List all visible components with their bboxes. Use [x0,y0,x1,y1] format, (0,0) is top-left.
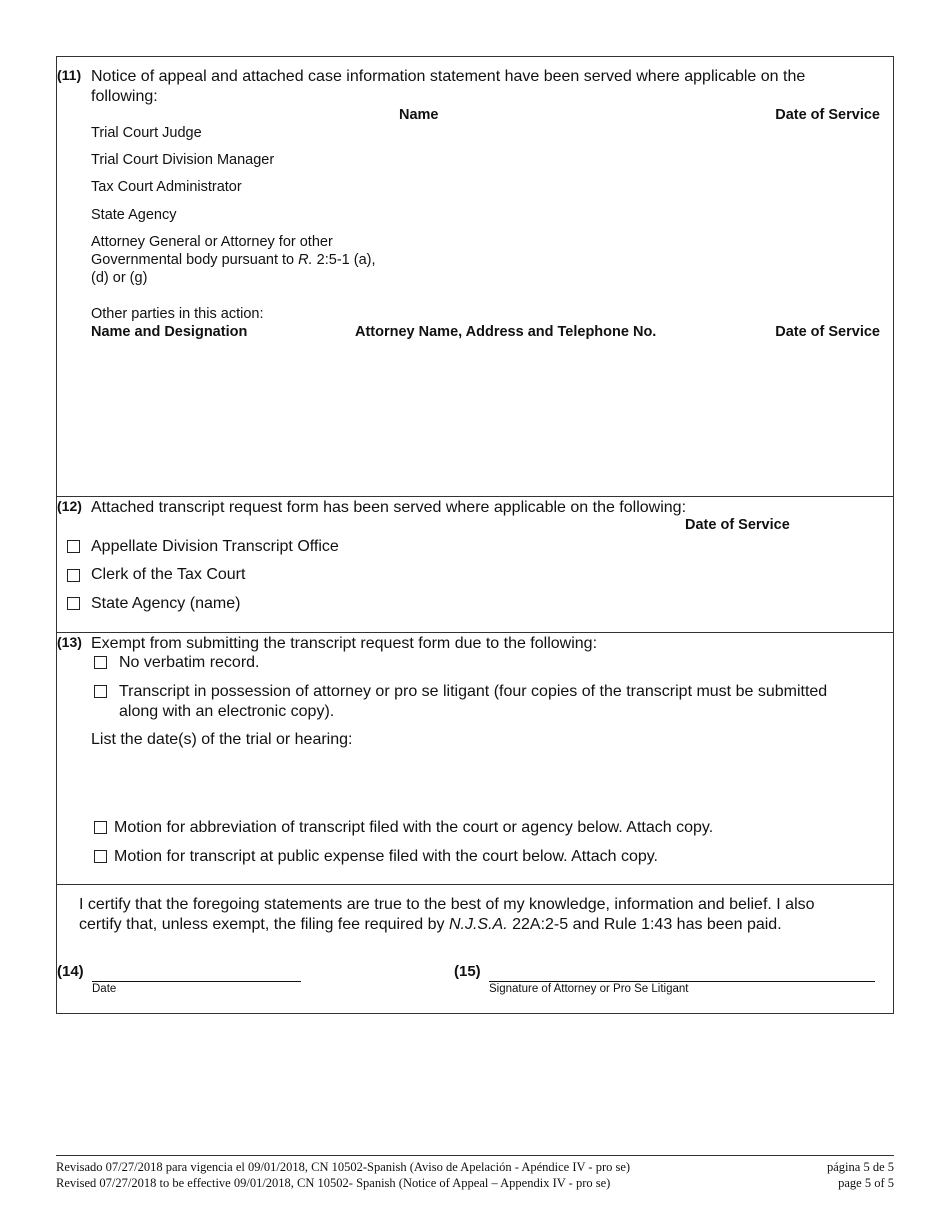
other-parties-label: Other parties in this action: [91,306,264,322]
checkbox-motion-abbreviation[interactable] [94,821,107,834]
footer-rule [56,1155,894,1156]
section-13-number: (13) [57,634,82,650]
col-header-name-designation: Name and Designation [91,324,248,340]
footer-page-english: page 5 of 5 [838,1176,894,1190]
label-transcript-in-possession-line1: Transcript in possession of attorney or pro se litigant (four copies of the transcript must be submitted [119,683,828,700]
section-11-intro-line2: following: [91,88,158,105]
row-attorney-general-line2: Governmental body pursuant to R. 2:5-1 (a), [91,252,376,268]
row-attorney-general-line1: Attorney General or Attorney for other [91,234,333,250]
form-box [56,56,894,1014]
date-label: Date [92,983,117,995]
col-header-name: Name [399,107,439,123]
footer-left-line1: Revisado 07/27/2018 para vigencia el 09/01/2018, CN 10502-Spanish (Aviso de Apelación - Apéndice IV - pro se) [56,1160,631,1174]
divider-13-certification [57,884,893,885]
checkbox-motion-public-expense[interactable] [94,850,107,863]
certification-line1: I certify that the foregoing statements are true to the best of my knowledge, information and belief. I also [79,896,815,913]
checkbox-state-agency-name[interactable] [67,597,80,610]
section-13-intro: Exempt from submitting the transcript request form due to the following: [91,635,598,652]
section-14-number: (14) [57,963,84,980]
label-state-agency-name: State Agency (name) [91,595,241,612]
section-12-col-date-of-service: Date of Service [685,517,790,533]
label-no-verbatim-record: No verbatim record. [119,654,260,671]
row-trial-court-division-manager: Trial Court Division Manager [91,152,275,168]
divider-11-12 [57,496,893,497]
row-attorney-general-line3: (d) or (g) [91,270,148,286]
date-signature-line[interactable] [92,981,301,982]
divider-12-13 [57,632,893,633]
col-header-date-of-service-2: Date of Service [775,324,880,340]
label-clerk-of-tax-court: Clerk of the Tax Court [91,566,246,583]
section-15-number: (15) [454,963,481,980]
section-11-number: (11) [57,67,82,83]
row-trial-court-judge: Trial Court Judge [91,125,202,141]
certification-line2: certify that, unless exempt, the filing fee required by N.J.S.A. 22A:2-5 and Rule 1:43 has been paid. [79,916,782,933]
footer-left-line2: Revised 07/27/2018 to be effective 09/01/2018, CN 10502- Spanish (Notice of Appeal – Appendix IV - pro se) [56,1176,611,1190]
section-12-intro: Attached transcript request form has been served where applicable on the following: [91,499,687,516]
section-12-number: (12) [57,498,82,514]
label-motion-public-expense: Motion for transcript at public expense filed with the court below. Attach copy. [114,848,658,865]
checkbox-appellate-division-transcript-office[interactable] [67,540,80,553]
label-motion-abbreviation: Motion for abbreviation of transcript filed with the court or agency below. Attach copy. [114,819,714,836]
row-tax-court-administrator: Tax Court Administrator [91,179,242,195]
label-appellate-division-transcript-office: Appellate Division Transcript Office [91,538,339,555]
row-state-agency: State Agency [91,207,177,223]
attorney-signature-line[interactable] [489,981,875,982]
list-dates-label: List the date(s) of the trial or hearing: [91,731,353,748]
label-transcript-in-possession-line2: along with an electronic copy). [119,703,335,720]
col-header-date-of-service: Date of Service [775,107,880,123]
footer-page-spanish: página 5 de 5 [827,1160,894,1174]
checkbox-no-verbatim-record[interactable] [94,656,107,669]
signature-label: Signature of Attorney or Pro Se Litigant [489,983,689,995]
section-11-intro-line1: Notice of appeal and attached case information statement have been served where applicable on the [91,68,806,85]
checkbox-transcript-in-possession[interactable] [94,685,107,698]
checkbox-clerk-of-tax-court[interactable] [67,569,80,582]
col-header-attorney: Attorney Name, Address and Telephone No. [355,324,657,340]
